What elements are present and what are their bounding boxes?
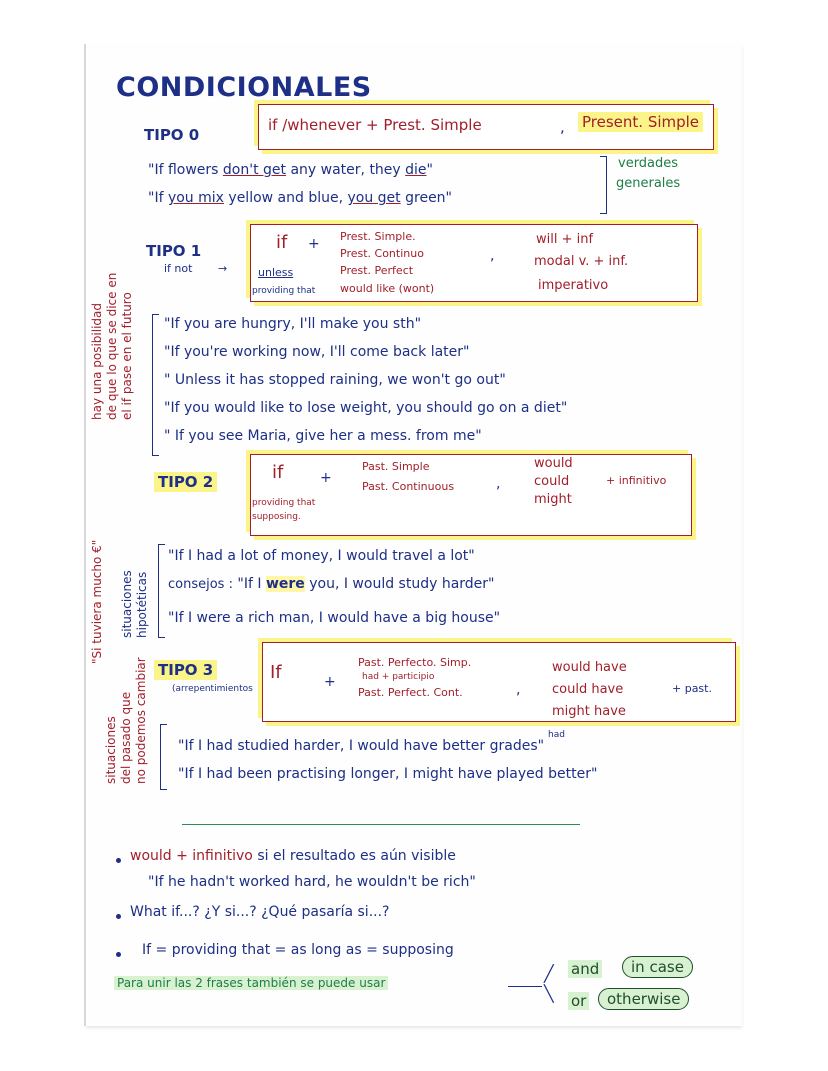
tipo1-example-1: "If you are hungry, I'll make you sth" xyxy=(164,316,422,332)
note-joiner: Para unir las 2 frases también se puede usar xyxy=(114,976,388,990)
tipo1-note-line-2: de que lo que se dice en xyxy=(105,272,119,420)
tipo2-note-line-1: situaciones xyxy=(120,570,134,638)
note-1: would + infinitivo si el resultado es aún visible xyxy=(130,848,456,864)
tipo2-example-1: "If I had a lot of money, I would travel a lot" xyxy=(168,548,475,564)
tipo3-example-2: "If I had been practising longer, I might have played better" xyxy=(178,766,598,782)
tipo2-plus: + xyxy=(320,470,332,486)
tipo3-result-suffix: + past. xyxy=(672,682,712,695)
tipo2-providing: providing that xyxy=(252,498,316,508)
tipo1-example-2: "If you're working now, I'll come back later" xyxy=(164,344,470,360)
tipo0-formula-right: Present. Simple xyxy=(578,112,703,132)
tipo0-example-1: "If flowers don't get any water, they die" xyxy=(148,162,433,178)
tipo0-formula-left: if /whenever + Prest. Simple xyxy=(268,116,482,134)
bullet-2-icon xyxy=(116,914,121,919)
bullet-1-icon xyxy=(116,858,121,863)
tipo1-verb-1: Prest. Simple. xyxy=(340,230,416,243)
tipo2-verb-2: Past. Continuous xyxy=(362,480,455,493)
tipo3-verb-2: Past. Perfect. Cont. xyxy=(358,686,463,699)
tipo2-examples-bracket xyxy=(158,544,165,638)
tipo0-note-2: generales xyxy=(616,176,681,191)
tipo3-result-2: could have xyxy=(552,682,624,697)
tipo1-examples-bracket xyxy=(152,314,159,456)
tipo1-label: TIPO 1 xyxy=(146,242,202,260)
tipo0-label: TIPO 0 xyxy=(144,126,200,144)
tipo1-result-1: will + inf xyxy=(536,232,594,247)
note-2: What if...? ¿Y si...? ¿Qué pasaría si...? xyxy=(130,904,390,920)
tipo2-example-3: "If I were a rich man, I would have a big house" xyxy=(168,610,501,626)
bullet-3-icon xyxy=(116,952,121,957)
tipo1-example-3: " Unless it has stopped raining, we won't go out" xyxy=(164,372,506,388)
tipo1-plus: + xyxy=(308,236,320,252)
tipo3-verb-1: Past. Perfecto. Simp. xyxy=(358,656,472,669)
tipo2-result-suffix: + infinitivo xyxy=(606,474,667,487)
tipo1-if: if xyxy=(276,232,288,253)
tipo2-example-2: consejos : "If I were you, I would study harder" xyxy=(168,576,495,592)
tipo3-example-1: "If I had studied harder, I would have better grades" xyxy=(178,738,545,754)
tipo1-comma: , xyxy=(490,248,495,264)
tipo1-providing: providing that xyxy=(252,286,316,296)
and-word: and xyxy=(568,960,602,978)
tipo2-supposing: supposing. xyxy=(252,512,301,522)
tipo1-verb-4: would like (wont) xyxy=(340,282,435,295)
tipo0-bracket xyxy=(600,156,607,214)
notebook-page xyxy=(86,44,742,1026)
tipo0-example-2: "If you mix yellow and blue, you get green" xyxy=(148,190,452,206)
tipo2-comma: , xyxy=(496,476,501,492)
in-case-pill: in case xyxy=(622,956,693,978)
tipo3-examples-bracket xyxy=(160,724,167,790)
tipo0-note-1: verdades xyxy=(618,156,679,171)
tipo2-result-2: could xyxy=(534,474,570,489)
page-title: CONDICIONALES xyxy=(116,72,372,103)
tipo2-note-line-2: hipotéticas xyxy=(135,571,149,638)
tipo1-note-line-1: hay una posibilidad xyxy=(90,302,104,420)
tipo3-example-insert: had xyxy=(548,730,565,740)
tipo1-result-3: imperativo xyxy=(538,278,609,293)
tipo2-if: if xyxy=(272,462,284,483)
tipo1-verb-3: Prest. Perfect xyxy=(340,264,414,277)
tipo3-plus: + xyxy=(324,674,336,690)
joiner-brace-top: ╱ xyxy=(544,964,554,983)
tipo2-result-3: might xyxy=(534,492,572,507)
tipo2-note-quote: "Si tuviera mucho €" xyxy=(90,539,104,664)
tipo3-note-line-3: no podemos cambiar xyxy=(134,657,148,784)
tipo2-formula-box xyxy=(250,454,692,536)
tipo1-note-line-3: el if pase en el futuro xyxy=(120,292,134,420)
tipo3-if: If xyxy=(270,662,282,683)
section-divider xyxy=(182,824,580,825)
tipo1-arrow-icon: → xyxy=(218,262,228,275)
joiner-brace-bottom: ╲ xyxy=(544,984,554,1003)
or-word: or xyxy=(568,992,589,1010)
tipo2-verb-1: Past. Simple xyxy=(362,460,430,473)
note-3: If = providing that = as long as = supposing xyxy=(142,942,454,958)
tipo1-if-not: if not xyxy=(164,262,193,275)
tipo3-sub: (arrepentimientos xyxy=(172,684,253,694)
tipo3-note-line-1: situaciones xyxy=(104,716,118,784)
tipo1-unless: unless xyxy=(258,266,294,279)
tipo1-verb-2: Prest. Continuo xyxy=(340,247,424,260)
tipo3-verb-1-sub: had + participio xyxy=(362,672,435,682)
tipo3-result-3: might have xyxy=(552,704,626,719)
tipo2-consejos-label: consejos : xyxy=(168,577,233,592)
tipo0-comma: , xyxy=(560,118,565,136)
tipo3-note-line-2: del pasado que xyxy=(119,691,133,784)
tipo2-label: TIPO 2 xyxy=(154,472,217,492)
tipo3-result-1: would have xyxy=(552,660,627,675)
joiner-arrow-line xyxy=(508,986,542,987)
tipo1-result-2: modal v. + inf. xyxy=(534,254,629,269)
tipo3-comma: , xyxy=(516,682,521,698)
note-1-example: "If he hadn't worked hard, he wouldn't be rich" xyxy=(148,874,476,890)
tipo3-label: TIPO 3 xyxy=(154,660,217,680)
tipo1-example-5: " If you see Maria, give her a mess. from me" xyxy=(164,428,482,444)
tipo1-example-4: "If you would like to lose weight, you should go on a diet" xyxy=(164,400,568,416)
otherwise-pill: otherwise xyxy=(598,988,689,1010)
tipo2-result-1: would xyxy=(534,456,573,471)
